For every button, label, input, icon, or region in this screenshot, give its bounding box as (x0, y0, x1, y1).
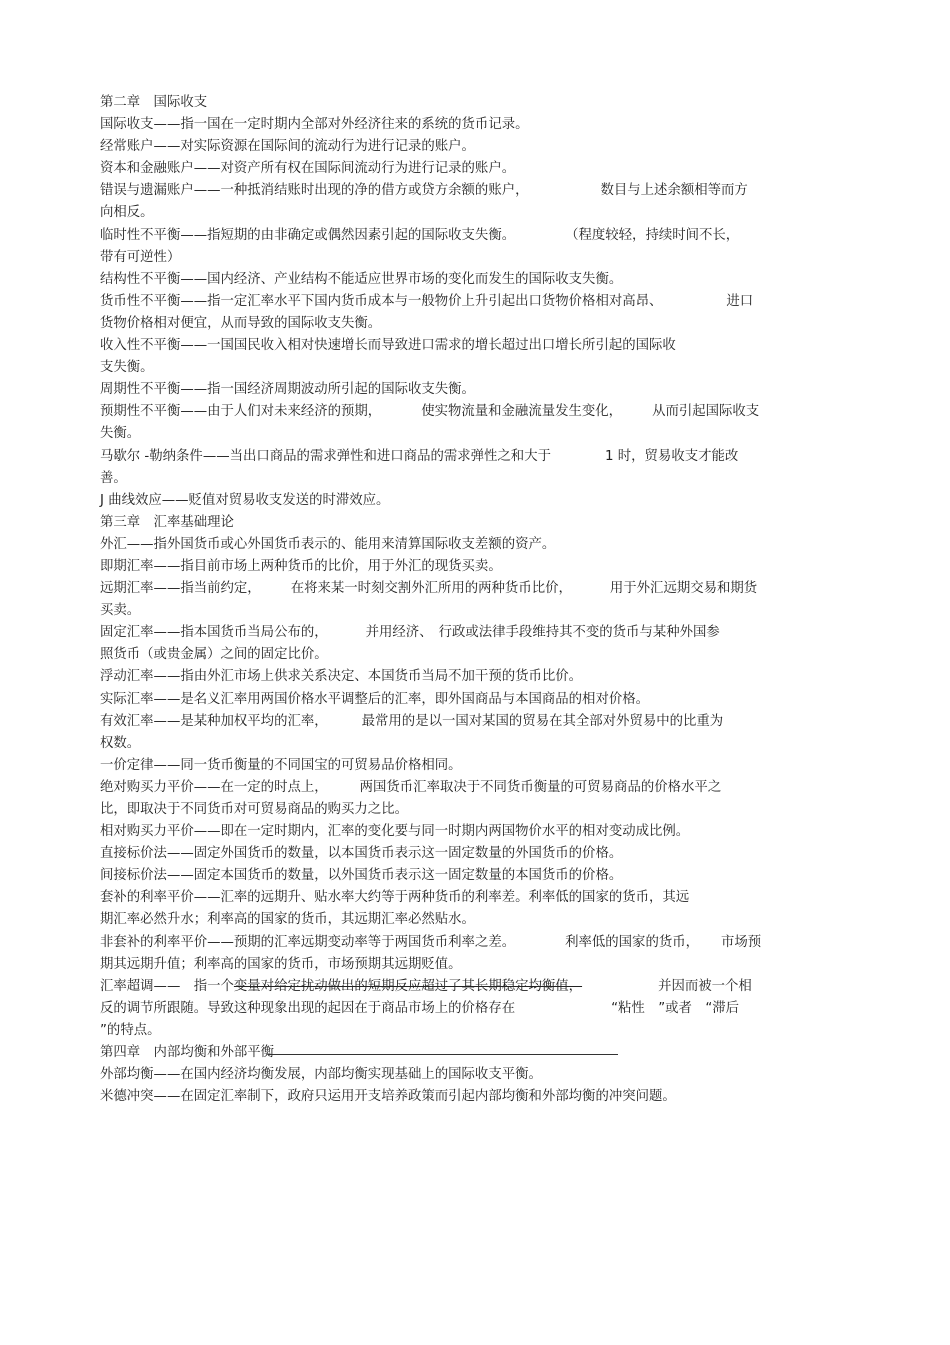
definition-line: 货币性不平衡——指一定汇率水平下国内货币成本与一般物价上升引起出口货物价格相对高昂、 进口 (100, 293, 754, 309)
definition-line: 资本和金融账户——对资产所有权在国际间流动行为进行记录的账户。 (100, 161, 516, 177)
definition-line: 相对购买力平价——即在一定时期内，汇率的变化要与同一时期内两国物价水平的相对变动成比例。 (100, 824, 690, 840)
definition-line: 期汇率必然升水；利率高的国家的货币，其远期汇率必然贴水。 (100, 912, 475, 928)
definition-line: 周期性不平衡——指一国经济周期波动所引起的国际收支失衡。 (100, 382, 475, 398)
definition-line: 有效汇率——是某种加权平均的汇率， 最常用的是以一国对某国的贸易在其全部对外贸易中的比重为 (100, 713, 724, 729)
definition-line: 一价定律——同一货币衡量的不同国宝的可贸易品价格相同。 (100, 757, 462, 773)
horizontal-rule (268, 1054, 618, 1055)
definition-line: 失衡。 (100, 426, 141, 442)
chapter-2-heading: 第二章 国际收支 (100, 95, 208, 110)
definition-line: 权数。 (100, 735, 141, 751)
definition-line: 绝对购买力平价——在一定的时点上， 两国货币汇率取决于不同货币衡量的可贸易商品的价格水平之 (100, 779, 722, 795)
definition-line: 国际收支——指一国在一定时期内全部对外经济往来的系统的货币记录。 (100, 117, 529, 133)
chapter-4-heading: 第四章 内部均衡和外部平衡 (100, 1045, 275, 1061)
definition-line: 间接标价法——固定本国货币的数量，以外国货币表示这一固定数量的本国货币的价格。 (100, 868, 623, 884)
definition-line: 比，即取决于不同货币对可贸易商品的购买力之比。 (100, 802, 408, 817)
definition-line: 支失衡。 (100, 360, 154, 376)
struck-through-text: 变量对给定扰动做出的短期反应超过了其长期稳定均衡值， (233, 978, 583, 994)
definition-line: 照货币（或贵金属）之间的固定比价。 (100, 647, 328, 663)
definition-line: 外汇——指外国货币或心外国货币表示的、能用来清算国际收支差额的资产。 (100, 536, 556, 552)
definition-line: J 曲线效应——贬值对贸易收支发送的时滞效应。 (100, 492, 390, 508)
definition-line: 错误与遗漏账户——一种抵消结账时出现的净的借方或贷方余额的账户， 数目与上述余额相等而方 (100, 183, 748, 199)
definition-line: 带有可逆性） (100, 249, 181, 265)
definition-line: 远期汇率——指当前约定， 在将来某一时刻交割外汇所用的两种货币比价， 用于外汇远期交易和期货 (100, 581, 758, 597)
definition-line: 外部均衡——在国内经济均衡发展，内部均衡实现基础上的国际收支平衡。 (100, 1067, 542, 1083)
document-body (100, 92, 835, 1108)
definition-line: 直接标价法——固定外国货币的数量，以本国货币表示这一固定数量的外国货币的价格。 (100, 846, 623, 862)
definition-line: 实际汇率——是名义汇率用两国价格水平调整后的汇率，即外国商品与本国商品的相对价格。 (100, 691, 650, 707)
definition-line: 货物价格相对便宜，从而导致的国际收支失衡。 (100, 315, 382, 331)
definition-line: 浮动汇率——指由外汇市场上供求关系决定、本国货币当局不加干预的货币比价。 (100, 669, 583, 685)
definition-line: ”的特点。 (100, 1022, 161, 1038)
chapter-3-heading: 第三章 汇率基础理论 (100, 514, 234, 530)
definition-line: 马歇尔 -勒纳条件——当出口商品的需求弹性和进口商品的需求弹性之和大于 1 时，贸易收支才能改 (100, 448, 739, 464)
definition-line: 结构性不平衡——国内经济、产业结构不能适应世界市场的变化而发生的国际收支失衡。 (100, 271, 623, 287)
definition-line: 固定汇率——指本国货币当局公布的， 并用经济、 行政或法律手段维持其不变的货币与某种外国参 (100, 625, 720, 641)
definition-line: 善。 (100, 470, 127, 486)
definition-line: 向相反。 (100, 205, 154, 221)
definition-line: 预期性不平衡——由于人们对未来经济的预期， 使实物流量和金融流量发生变化， 从而引起国际收支 (100, 404, 760, 420)
definition-line: 汇率超调—— 指一个变量对给定扰动做出的短期反应超过了其长期稳定均衡值， 并因而被一个相 (100, 978, 752, 994)
definition-line: 反的调节所跟随。导致这种现象出现的起因在于商品市场上的价格存在 “粘性 ”或者 “滞后 (100, 1000, 740, 1016)
definition-line: 非套补的利率平价——预期的汇率远期变动率等于两国货币利率之差。 利率低的国家的货币， 市场预 (100, 934, 762, 950)
definition-line: 米德冲突——在固定汇率制下，政府只运用开支培养政策而引起内部均衡和外部均衡的冲突问题。 (100, 1089, 676, 1105)
definition-line: 临时性不平衡——指短期的由非确定或偶然因素引起的国际收支失衡。 （程度较轻，持续时间不长， (100, 227, 740, 243)
definition-line: 经常账户——对实际资源在国际间的流动行为进行记录的账户。 (100, 139, 475, 155)
definition-line: 收入性不平衡——一国国民收入相对快速增长而导致进口需求的增长超过出口增长所引起的国际收 (100, 338, 676, 354)
definition-line: 期其远期升值；利率高的国家的货币，市场预期其远期贬值。 (100, 956, 462, 972)
definition-line: 买卖。 (100, 603, 141, 619)
definition-line: 套补的利率平价——汇率的远期升、贴水率大约等于两种货币的利率差。利率低的国家的货币，其远 (100, 890, 690, 906)
definition-line: 即期汇率——指目前市场上两种货币的比价，用于外汇的现货买卖。 (100, 558, 502, 574)
